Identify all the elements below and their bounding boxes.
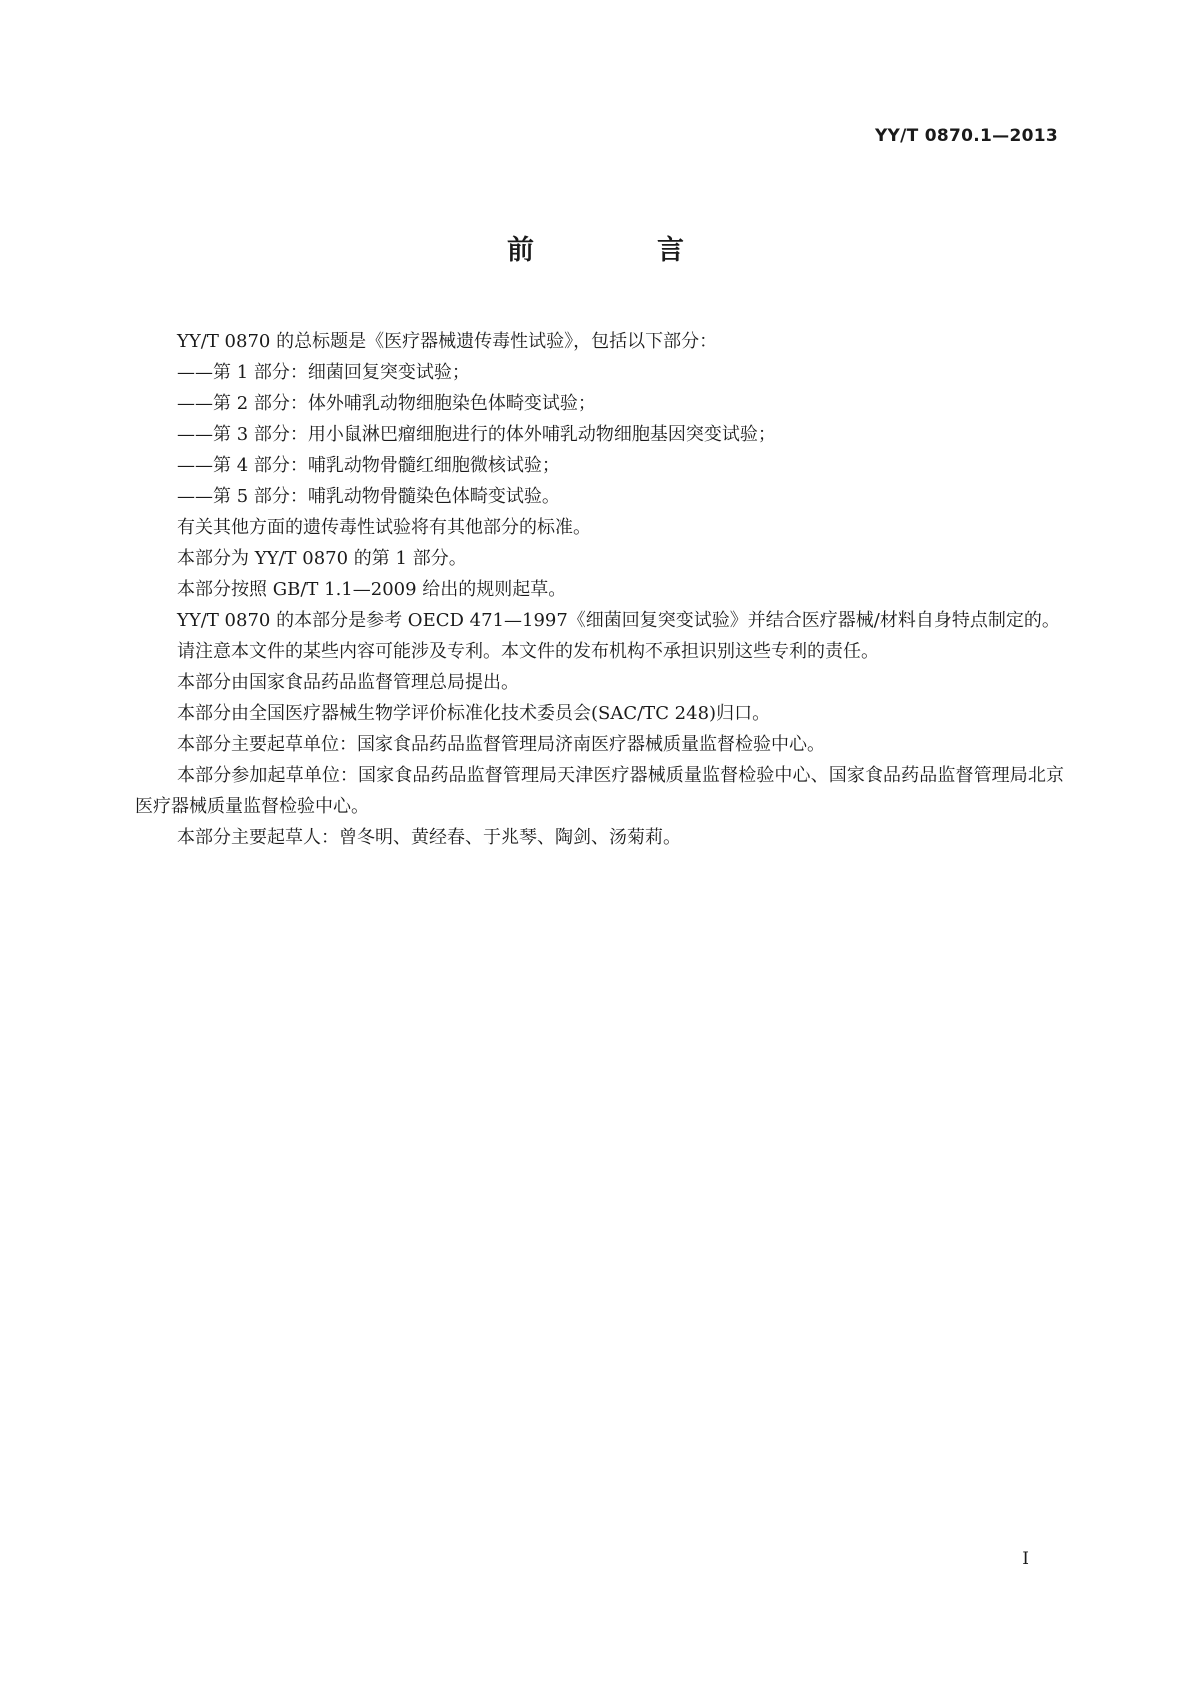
paragraph: 本部分由全国医疗器械生物学评价标准化技术委员会(SAC/TC 248)归口。 (177, 703, 771, 724)
list-item: ——第 4 部分：哺乳动物骨髓红细胞微核试验； (177, 455, 560, 476)
paragraph: 本部分主要起草单位：国家食品药品监督管理局济南医疗器械质量监督检验中心。 (177, 734, 825, 755)
list-item: ——第 3 部分：用小鼠淋巴瘤细胞进行的体外哺乳动物细胞基因突变试验； (177, 424, 776, 445)
page-title: 前 言 (507, 235, 732, 266)
paragraph: 有关其他方面的遗传毒性试验将有其他部分的标准。 (177, 517, 591, 538)
paragraph: 本部分为 YY/T 0870 的第 1 部分。 (177, 548, 467, 569)
paragraph: YY/T 0870 的本部分是参考 OECD 471—1997《细菌回复突变试验》并结合医疗器械/材料自身特点制定的。 (177, 610, 1060, 631)
list-item: ——第 2 部分：体外哺乳动物细胞染色体畸变试验； (177, 393, 596, 414)
list-item: ——第 5 部分：哺乳动物骨髓染色体畸变试验。 (177, 486, 560, 507)
paragraph: YY/T 0870 的总标题是《医疗器械遗传毒性试验》，包括以下部分： (177, 331, 718, 352)
page-number: I (1022, 1549, 1029, 1569)
paragraph: 请注意本文件的某些内容可能涉及专利。本文件的发布机构不承担识别这些专利的责任。 (177, 641, 879, 662)
paragraph: 本部分由国家食品药品监督管理总局提出。 (177, 672, 519, 693)
paragraph: 本部分主要起草人：曾冬明、黄经春、于兆琴、陶剑、汤菊莉。 (177, 827, 681, 848)
standard-code: YY/T 0870.1—2013 (874, 126, 1058, 146)
list-item: ——第 1 部分：细菌回复突变试验； (177, 362, 470, 383)
paragraph: 本部分按照 GB/T 1.1—2009 给出的规则起草。 (177, 579, 567, 600)
foreword-body (135, 326, 1064, 853)
paragraph: 本部分参加起草单位：国家食品药品监督管理局天津医疗器械质量监督检验中心、国家食品药品监督管理局北京医疗器械质量监督检验中心。 (135, 765, 1064, 817)
